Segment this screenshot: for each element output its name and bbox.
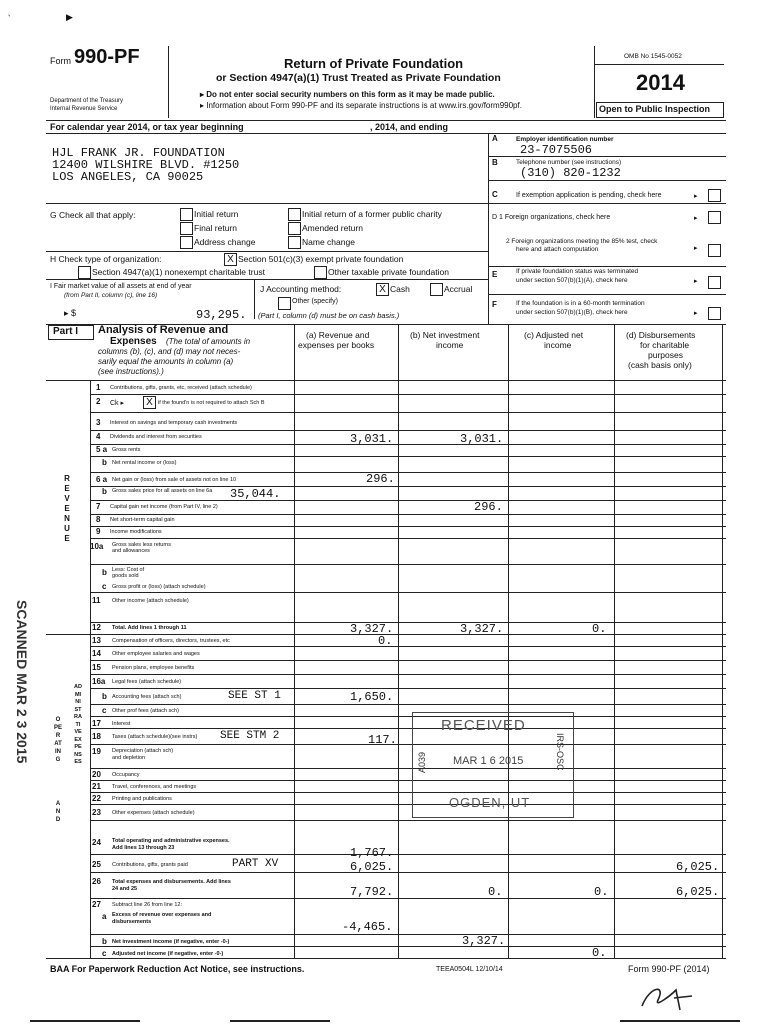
row-number: 12 [92, 623, 101, 632]
d2-text-2: here and attach computation [516, 246, 599, 253]
row-26-label: Total expenses and disbursements. Add lines 24 and 25 [112, 879, 231, 892]
r25-col-d: 6,025. [676, 860, 720, 874]
row-22-label: Printing and publications [112, 796, 172, 802]
org-address: 12400 WILSHIRE BLVD. #1250 [52, 158, 240, 172]
row-27c-label: Adjusted net income (if negative, enter -0-) [112, 951, 224, 957]
row-27b-label: Net investment income (if negative, enter -0-) [112, 939, 230, 945]
e-text-2: under section 507(b)(1)(A), check here [516, 277, 628, 284]
row-8-label: Net short-term capital gain [110, 517, 175, 523]
r16b-col-a: 1,650. [350, 690, 394, 704]
row-14-label: Other employee salaries and wages [112, 651, 200, 657]
col-a-header: (a) Revenue and [306, 330, 370, 340]
part1-note: (Part I, column (d) must be on cash basis.) [258, 311, 400, 320]
row-line [90, 486, 726, 487]
row-16b-label: Accounting fees (attach sch) [112, 694, 182, 700]
i-dollar: ▸ $ [64, 308, 77, 318]
row-line [90, 430, 726, 431]
d2-checkbox[interactable] [708, 244, 721, 257]
divider [488, 266, 726, 267]
row-line [90, 780, 726, 781]
scan-mark: ▶ [66, 12, 73, 22]
row-18-label: Taxes (attach schedule)(see instrs) [112, 734, 198, 740]
part1-title-2: Expenses [110, 336, 157, 347]
amended-checkbox[interactable] [288, 222, 301, 235]
d1-checkbox[interactable] [708, 211, 721, 224]
row-2-label: Ck ▸ [110, 400, 125, 407]
row-6b-label: Gross sales price for all assets on line 6a [112, 488, 213, 494]
divider [594, 64, 724, 65]
fmv-value: 93,295. [196, 308, 247, 322]
phone-value: (310) 820-1232 [520, 166, 621, 180]
r27c-col-c: 0. [592, 946, 607, 960]
column-divider [614, 324, 615, 958]
row-line [90, 538, 726, 539]
column-divider [722, 324, 723, 958]
row-number: 7 [96, 502, 101, 511]
part1-desc: (The total of amounts in [166, 337, 251, 346]
row-24-label: Total operating and administrative expenses. Add lines 13 through 23 [112, 838, 230, 851]
part1-tag [48, 325, 94, 340]
divider [488, 133, 489, 203]
sch-b-checkbox[interactable]: X [143, 396, 156, 409]
row-line [90, 622, 726, 623]
c-text: If exemption application is pending, check here [516, 192, 662, 199]
row-line [46, 958, 726, 959]
row-number: 21 [92, 782, 101, 791]
other-method-checkbox[interactable] [278, 297, 291, 310]
row-number: 23 [92, 808, 101, 817]
r18-col-a: 117. [368, 733, 397, 747]
row-18-ref: SEE STM 2 [220, 730, 280, 742]
cash-label: Cash [390, 284, 410, 294]
row-20-label: Occupancy [112, 772, 140, 778]
row-number: b [102, 568, 107, 577]
g-label: G Check all that apply: [50, 210, 136, 220]
row-number: 16a [92, 677, 106, 686]
row-line [90, 872, 726, 873]
column-divider [508, 324, 509, 958]
f-text: If the foundation is in a 60-month termination [516, 300, 645, 307]
footer-form: Form 990-PF (2014) [628, 964, 710, 974]
r25-col-a: 6,025. [350, 860, 394, 874]
row-10c-label: Gross profit or (loss) (attach schedule) [112, 584, 206, 590]
col-d-header-2: for charitable [640, 340, 690, 350]
signature-mark [636, 976, 706, 1016]
row-15-label: Pension plans, employee benefits [112, 665, 195, 671]
row-line [90, 804, 726, 805]
row-number: 3 [96, 418, 101, 427]
row-number: 1 [96, 383, 101, 392]
row-number: 19 [92, 747, 101, 756]
address-change-checkbox[interactable] [180, 236, 193, 249]
final-return-label: Final return [194, 223, 237, 233]
r4-col-a: 3,031. [350, 432, 394, 446]
part1-tag-label: Part I [53, 326, 79, 337]
col-c-header-2: income [544, 340, 572, 350]
and-side-label: AND [55, 801, 61, 823]
part1-desc-3: sarily equal the amounts in column (a) [98, 357, 234, 366]
amended-label: Amended return [302, 223, 363, 233]
4947-label: Section 4947(a)(1) nonexempt charitable trust [92, 267, 265, 277]
row-23-label: Other expenses (attach schedule) [112, 810, 195, 816]
revenue-side-label: REVENUE [64, 474, 70, 543]
f-text-2: under section 507(b)(1)(B), check here [516, 309, 628, 316]
scan-edge [230, 1020, 330, 1022]
row-number: 24 [92, 838, 101, 847]
row-number: 2 [96, 397, 101, 406]
row-27a-label: Excess of revenue over expenses and disbursements [112, 912, 212, 925]
e-checkbox[interactable] [708, 276, 721, 289]
stamp-received: RECEIVED [441, 717, 526, 734]
row-number: 25 [92, 860, 101, 869]
row-2-label-b: if the found'n is not required to attach Sch B [158, 400, 265, 406]
row-number: 13 [92, 636, 101, 645]
r24-col-a: 1,767. [350, 846, 394, 860]
scan-edge [620, 1020, 740, 1022]
row-number: b [102, 692, 107, 701]
row-line [90, 646, 726, 647]
row-line [90, 768, 726, 769]
row-line [90, 472, 726, 473]
form-label: Form [50, 56, 71, 66]
other-method-label: Other (specify) [292, 298, 338, 305]
row-number: 17 [92, 719, 101, 728]
operating-side-label: OPERATING [54, 717, 63, 763]
row-line [90, 744, 726, 745]
col-c-header: (c) Adjusted net [524, 330, 584, 340]
accrual-checkbox[interactable] [430, 283, 443, 296]
row-number: c [102, 949, 107, 958]
form-title: Return of Private Foundation [284, 56, 464, 71]
r12-col-a: 3,327. [350, 622, 394, 636]
scanned-stamp: SCANNED MAR 2 3 2015 [14, 600, 30, 764]
e-text: If private foundation status was terminated [516, 268, 639, 275]
row-line [90, 792, 726, 793]
r27a-col-a: -4,465. [342, 920, 393, 934]
row-line [90, 660, 726, 661]
row-line [90, 444, 726, 445]
org-name: HJL FRANK JR. FOUNDATION [52, 146, 225, 160]
c-checkbox[interactable] [708, 189, 721, 202]
row-line [90, 564, 726, 565]
arrow-icon: ▸ [694, 310, 698, 317]
part1-desc-2: columns (b), (c), and (d) may not neces- [98, 347, 241, 356]
divider [46, 380, 726, 381]
col-b-header: (b) Net investment [410, 330, 480, 340]
part1-desc-4: (see instructions).) [98, 367, 164, 376]
open-public-box [596, 102, 724, 118]
row-16c-label: Other prof fees (attach sch) [112, 708, 179, 714]
tax-year: 2014 [636, 70, 685, 95]
f-checkbox[interactable] [708, 307, 721, 320]
row-number: 22 [92, 794, 101, 803]
divider [46, 251, 488, 252]
divider [168, 46, 169, 118]
form-code: TEEA0504L 12/10/14 [436, 966, 503, 973]
stamp-code-right: IRS-OSC [555, 733, 565, 771]
j-label: J Accounting method: [260, 284, 342, 294]
row-16a-label: Legal fees (attach schedule) [112, 679, 182, 685]
row-10a-label: Gross sales less returns and allowances [112, 542, 171, 554]
e-label: E [492, 270, 498, 279]
col-d-header-3: purposes [648, 350, 683, 360]
row-number: b [102, 937, 107, 946]
org-city: LOS ANGELES, CA 90025 [52, 170, 204, 184]
row-number: 27 [92, 900, 101, 909]
r4-col-b: 3,031. [460, 432, 504, 446]
row-line [90, 500, 726, 501]
row-number: b [102, 487, 107, 496]
instruction-ssn: ▸ Do not enter social security numbers on this form as it may be made public. [200, 90, 495, 99]
arrow-icon: ▸ [694, 245, 698, 252]
row-10b-label: Less: Cost of goods sold [112, 567, 145, 579]
phone-label: Telephone number (see instructions) [516, 159, 622, 166]
cash-checkbox[interactable]: X [376, 283, 389, 296]
row-1-label: Contributions, gifts, grants, etc, received (attach schedule) [110, 385, 252, 391]
form-subtitle: or Section 4947(a)(1) Trust Treated as Private Foundation [216, 72, 501, 84]
row-12-label: Total. Add lines 1 through 11 [112, 625, 187, 631]
col-d-header: (d) Disbursements [626, 330, 696, 340]
row-line [90, 674, 726, 675]
row-number: 14 [92, 649, 101, 658]
r26-col-c: 0. [594, 885, 609, 899]
row-line [90, 820, 726, 821]
baa-notice: BAA For Paperwork Reduction Act Notice, see instructions. [50, 964, 305, 974]
i-label-2: (from Part II, column (c), line 16) [64, 292, 158, 299]
501c3-checkbox[interactable]: X [224, 253, 237, 266]
501c3-label: Section 501(c)(3) exempt private foundation [238, 254, 404, 264]
row-number: 11 [92, 596, 101, 605]
i-label: I Fair market value of all assets at end of year [50, 283, 192, 290]
arrow-icon: ▸ [694, 215, 698, 222]
col-a-header-2: expenses per books [298, 340, 375, 350]
row-line [90, 688, 726, 689]
divider [488, 180, 726, 181]
row-line [90, 514, 726, 515]
row-number: c [102, 706, 107, 715]
calendar-year-line: For calendar year 2014, or tax year beginning [50, 122, 244, 132]
d2-text: 2 Foreign organizations meeting the 85% test, check [506, 238, 658, 245]
accrual-label: Accrual [444, 284, 473, 294]
row-line [90, 526, 726, 527]
column-divider [398, 324, 399, 958]
r12-col-c: 0. [592, 622, 607, 636]
scan-mark: ‵ [8, 14, 11, 25]
divider [488, 294, 726, 295]
row-number: 8 [96, 515, 101, 524]
row-6a-label: Net gain or (loss) from sale of assets not on line 10 [112, 477, 237, 483]
row-6b-value: 35,044. [230, 487, 281, 501]
final-return-checkbox[interactable] [180, 222, 193, 235]
name-change-checkbox[interactable] [288, 236, 301, 249]
r7-col-b: 296. [474, 500, 503, 514]
row-13-label: Compensation of officers, directors, trustees, etc [112, 638, 230, 644]
row-line [90, 456, 726, 457]
divider [488, 156, 726, 157]
row-3-label: Interest on savings and temporary cash investments [110, 420, 238, 426]
row-number: 18 [92, 732, 101, 741]
other-taxable-label: Other taxable private foundation [328, 267, 449, 277]
row-line [90, 946, 726, 947]
initial-former-label: Initial return of a former public charity [302, 209, 442, 219]
other-taxable-checkbox[interactable] [314, 266, 327, 279]
open-public-label: Open to Public Inspection [599, 104, 711, 114]
row-25-ref: PART XV [232, 858, 279, 870]
box-b-label: B [492, 158, 498, 167]
row-line [90, 898, 726, 899]
r6a-col-a: 296. [366, 472, 395, 486]
box-c-label: C [492, 190, 498, 199]
address-change-label: Address change [194, 237, 256, 247]
r26-col-a: 7,792. [350, 885, 394, 899]
row-4-label: Dividends and interest from securities [110, 434, 202, 440]
r27b-col-b: 3,327. [462, 934, 506, 948]
row-line [90, 592, 726, 593]
row-number: 6 a [96, 475, 108, 484]
divider [46, 203, 726, 204]
r26-col-d: 6,025. [676, 885, 720, 899]
initial-return-label: Initial return [194, 209, 239, 219]
admin-side-label: ADMINISTRATIVE EXPENSES [74, 684, 82, 765]
row-number: 4 [96, 432, 101, 441]
row-number: 10a [90, 542, 104, 551]
irs-label: Internal Revenue Service [50, 106, 118, 112]
h-label: H Check type of organization: [50, 254, 162, 264]
col-b-header-2: income [436, 340, 464, 350]
ein-label: Employer identification number [516, 136, 614, 143]
column-divider [294, 324, 295, 958]
divider [488, 203, 489, 325]
row-25-label: Contributions, gifts, grants paid [112, 862, 188, 868]
row-9-label: Income modifications [110, 529, 162, 535]
received-stamp [412, 712, 574, 818]
divider [46, 133, 726, 134]
row-17-label: Interest [112, 721, 131, 727]
divider [254, 279, 255, 319]
row-line [90, 394, 726, 395]
divider [46, 120, 726, 121]
row-line [90, 934, 726, 935]
stamp-code-left: A039 [417, 751, 427, 773]
row-number: 5 a [96, 445, 108, 454]
row-line [90, 704, 726, 705]
stamp-date: MAR 1 6 2015 [453, 755, 524, 767]
row-number: 26 [92, 877, 101, 886]
row-line [90, 716, 726, 717]
r26-col-b: 0. [488, 885, 503, 899]
r12-col-b: 3,327. [460, 622, 504, 636]
row-11-label: Other income (attach schedule) [112, 598, 189, 604]
part1-title: Analysis of Revenue and [98, 324, 229, 336]
and-ending-line: , 2014, and ending [370, 122, 449, 132]
row-line [90, 854, 726, 855]
row-5a-label: Gross rents [112, 447, 141, 453]
arrow-icon: ▸ [694, 193, 698, 200]
arrow-icon: ▸ [694, 278, 698, 285]
row-number: 15 [92, 663, 101, 672]
divider [594, 46, 595, 118]
row-5b-label: Net rental income or (loss) [112, 460, 177, 466]
d1-text: D 1 Foreign organizations, check here [492, 214, 611, 221]
4947-checkbox[interactable] [78, 266, 91, 279]
row-7-label: Capital gain net income (from Part IV, line 2) [110, 504, 218, 510]
row-16b-ref: SEE ST 1 [228, 690, 281, 702]
row-19-label: Depreciation (attach sch) and depletion [112, 748, 174, 761]
row-line [90, 728, 726, 729]
col-d-header-4: (cash basis only) [628, 360, 692, 370]
row-number: b [102, 458, 107, 467]
instruction-info: ▸ Information about Form 990-PF and its separate instructions is at www.irs.gov/form990pf. [200, 101, 522, 110]
omb-number: OMB No 1545-0052 [624, 53, 682, 60]
box-a-label: A [492, 134, 498, 143]
stamp-city: OGDEN, UT [449, 795, 531, 810]
row-number: 9 [96, 527, 101, 536]
ein-value: 23-7075506 [520, 143, 593, 157]
r13-col-a: 0. [378, 634, 393, 648]
row-number: 20 [92, 770, 101, 779]
name-change-label: Name change [302, 237, 355, 247]
row-number: a [102, 912, 107, 921]
divider [46, 279, 488, 280]
scan-edge [30, 1020, 140, 1022]
initial-former-checkbox[interactable] [288, 208, 301, 221]
row-line [90, 412, 726, 413]
form-number: 990-PF [74, 46, 140, 68]
row-number: c [102, 582, 107, 591]
initial-return-checkbox[interactable] [180, 208, 193, 221]
row-27-label: Subtract line 26 from line 12: [112, 902, 183, 908]
row-21-label: Travel, conferences, and meetings [112, 784, 197, 790]
f-label: F [492, 300, 497, 309]
dept-label: Department of the Treasury [50, 98, 124, 104]
